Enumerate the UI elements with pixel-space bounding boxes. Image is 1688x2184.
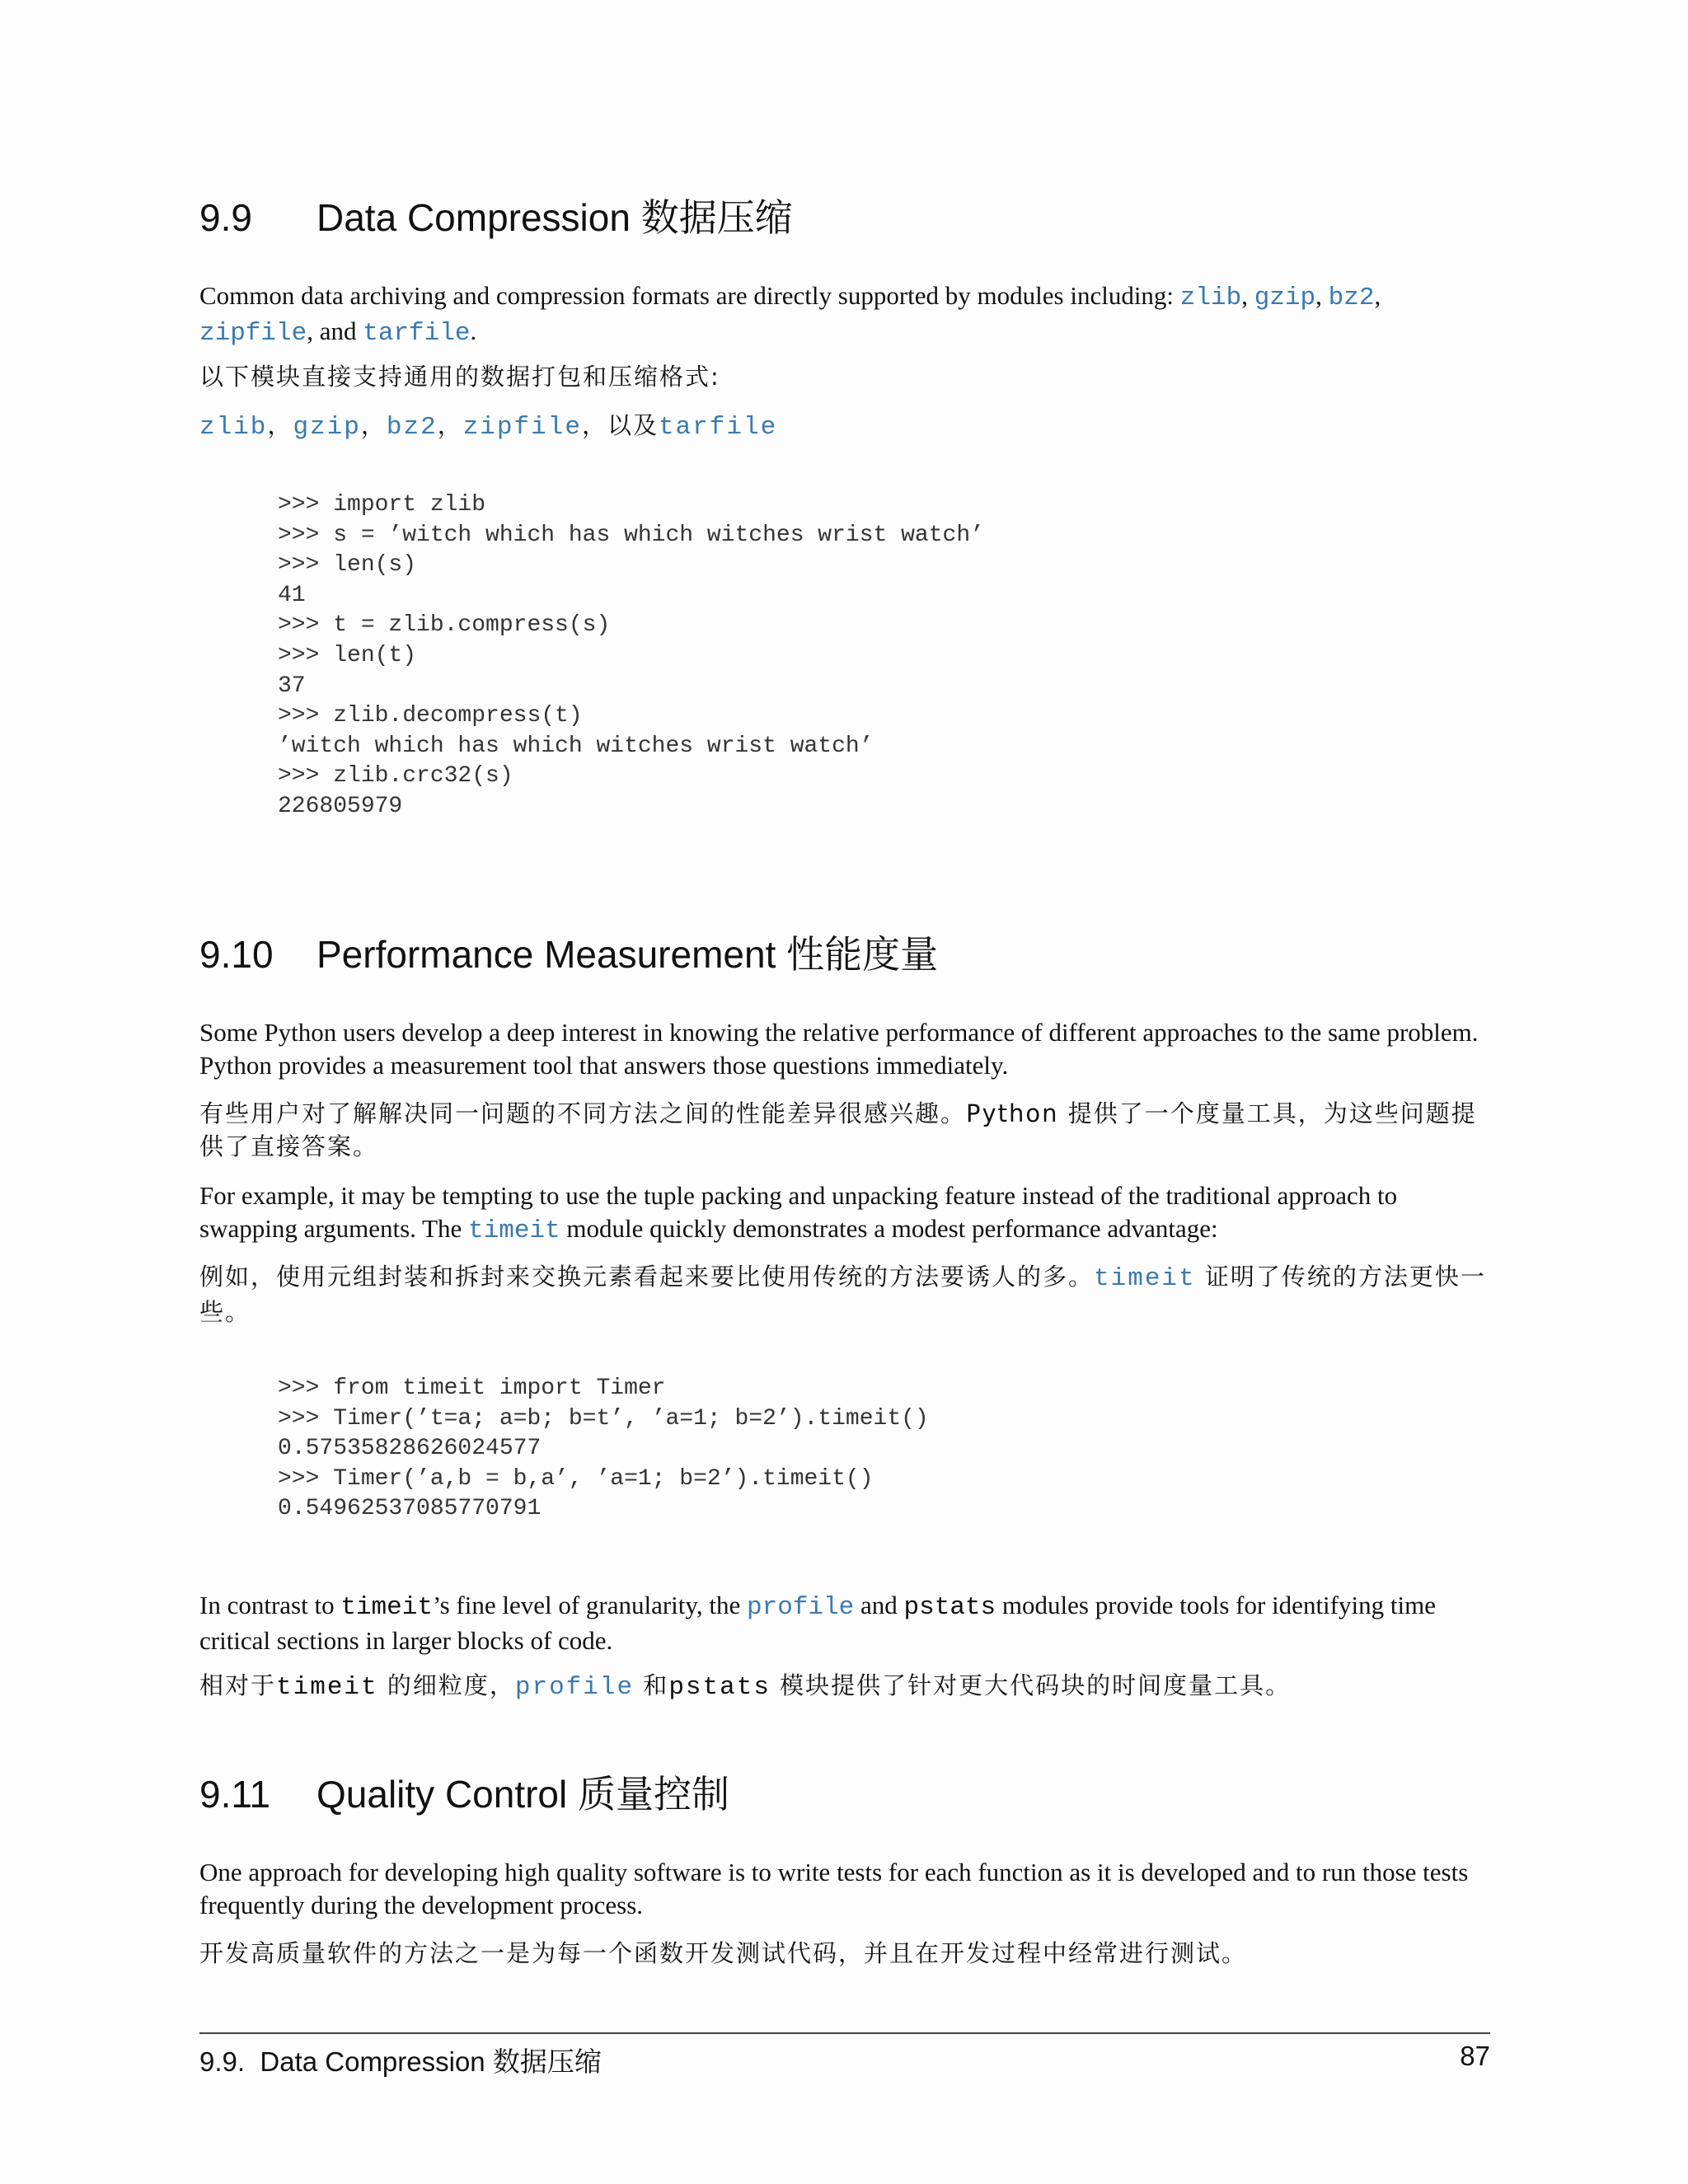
text-run: ，	[360, 411, 387, 439]
paragraph-profile-pstats	[199, 1589, 1490, 1657]
footer-divider	[199, 2032, 1490, 2034]
section-heading-9-11	[199, 1765, 729, 1819]
paragraph-performance-intro: Some Python users develop a deep interest in knowing the relative performance of different approaches to the same problem. Python provides a measurement tool that answers those questions immediately.	[199, 1018, 1479, 1080]
text-run: ，	[437, 411, 463, 439]
link-zlib[interactable]: zlib	[199, 413, 268, 442]
paragraph-compression-intro-zh: 以下模块直接支持通用的数据打包和压缩格式:	[199, 363, 720, 391]
link-timeit[interactable]: timeit	[1094, 1264, 1196, 1293]
text-run: ,	[1374, 281, 1381, 310]
text-run: ,	[1241, 281, 1248, 310]
text-run: and	[854, 1591, 904, 1619]
text-run: 的细粒度，	[377, 1671, 515, 1699]
link-profile[interactable]: profile	[514, 1673, 635, 1702]
text-run: In contrast to	[199, 1591, 341, 1619]
inline-code-timeit: timeit	[276, 1673, 378, 1702]
text-run: ，	[267, 411, 293, 439]
section-number: 9.9	[199, 196, 252, 239]
link-timeit[interactable]: timeit	[468, 1216, 560, 1245]
text-run: modules provide tools for identifying time critical sections in larger blocks of code.	[199, 1591, 1436, 1655]
text-run: ，以及	[581, 411, 659, 439]
section-title: Quality Control 质量控制	[316, 1773, 730, 1816]
inline-code-pstats: pstats	[668, 1673, 771, 1702]
text-run: 相对于	[199, 1671, 277, 1699]
footer-section-title: 9.9. Data Compression 数据压缩	[199, 2046, 602, 2077]
code-block-timeit-example: >>> from timeit import Timer >>> Timer(’t=a; a=b; b=t’, ’a=1; b=2’).timeit() 0.57535828626024577 >>> Timer(’a,b = b,a’, ’a=1; b=2’).timeit() 0.54962537085770791	[278, 1376, 929, 1522]
text-run: 和	[634, 1671, 669, 1699]
link-bz2[interactable]: bz2	[1328, 284, 1375, 312]
paragraph-performance-intro-zh: 有些用户对了解解决同一问题的不同方法之间的性能差异很感兴趣。Python 提供了一个度量工具，为这些问题提供了直接答案。	[199, 1099, 1477, 1160]
text-run: , and	[307, 316, 363, 345]
paragraph-compression-intro	[199, 279, 1490, 350]
text-run: module quickly demonstrates a modest performance advantage:	[560, 1214, 1218, 1243]
link-bz2[interactable]: bz2	[386, 413, 438, 442]
link-gzip[interactable]: gzip	[293, 413, 361, 442]
inline-code-pstats: pstats	[903, 1593, 996, 1622]
text-run: ’s fine level of granularity, the	[432, 1591, 748, 1619]
link-zipfile[interactable]: zipfile	[462, 413, 582, 442]
page-number: 87	[1460, 2041, 1490, 2071]
text-run: For example, it may be tempting to use the tuple packing and unpacking feature instead of the traditional approach to swapping arguments. The	[199, 1181, 1398, 1243]
text-run: Common data archiving and compression formats are directly supported by modules including:	[199, 281, 1180, 310]
text-run: 证明了传统的方法更快一些。	[199, 1263, 1486, 1326]
section-heading-9-10	[199, 925, 938, 979]
paragraph-timeit-example-zh	[199, 1260, 1490, 1329]
link-tarfile[interactable]: tarfile	[658, 413, 778, 442]
section-title: Data Compression 数据压缩	[316, 196, 793, 239]
section-number: 9.10	[199, 933, 274, 976]
text-run: 模块提供了针对更大代码块的时间度量工具。	[770, 1671, 1292, 1699]
paragraph-profile-pstats-zh	[199, 1669, 1490, 1704]
paragraph-quality-control-zh: 开发高质量软件的方法之一是为每一个函数开发测试代码，并且在开发过程中经常进行测试。	[199, 1939, 1248, 1967]
section-number: 9.11	[199, 1773, 271, 1816]
code-block-zlib-example: >>> import zlib >>> s = ’witch which has which witches wrist watch’ >>> len(s) 41 >>> t = zlib.compress(s) >>> len(t) 37 >>> zlib.decompress(t) ’witch which has which witches wrist watch’ >>> zlib.crc32(s) 226805979	[278, 492, 984, 819]
paragraph-timeit-example	[199, 1179, 1490, 1248]
section-title: Performance Measurement 性能度量	[316, 933, 939, 976]
text-run: ,	[1315, 281, 1322, 310]
link-zipfile[interactable]: zipfile	[199, 319, 307, 348]
link-profile[interactable]: profile	[747, 1593, 855, 1622]
link-gzip[interactable]: gzip	[1254, 284, 1316, 312]
inline-code-timeit: timeit	[340, 1593, 433, 1622]
text-run: .	[470, 316, 477, 345]
link-tarfile[interactable]: tarfile	[363, 319, 471, 348]
text-run: 例如，使用元组封装和拆封来交换元素看起来要比使用传统的方法要诱人的多。	[199, 1263, 1095, 1291]
paragraph-module-list-zh	[199, 409, 1490, 444]
paragraph-quality-control: One approach for developing high quality software is to write tests for each function as it is developed and to run those tests frequently during the development process.	[199, 1858, 1469, 1919]
section-heading-9-9	[199, 188, 793, 242]
link-zlib[interactable]: zlib	[1179, 284, 1242, 312]
